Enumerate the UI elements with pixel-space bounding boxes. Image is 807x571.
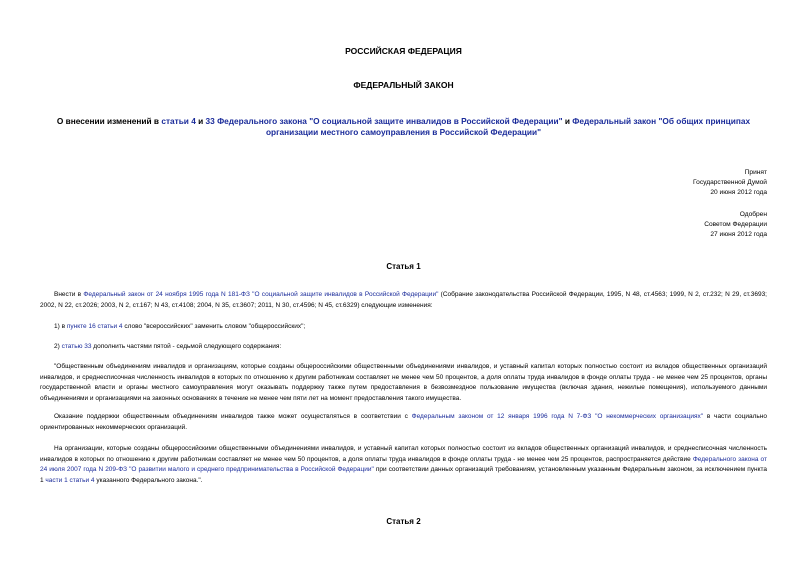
paragraph-text: Оказание поддержки общественным объединениям инвалидов также может осуществляться в соответствии с bbox=[54, 413, 412, 420]
link-part-1-article-4[interactable]: части 1 статьи 4 bbox=[45, 476, 95, 484]
approved-by: Советом Федерации bbox=[704, 221, 767, 228]
paragraph-text: Внести в bbox=[54, 291, 84, 298]
federation-heading: РОССИЙСКАЯ ФЕДЕРАЦИЯ bbox=[345, 46, 462, 56]
paragraph-text: при соответствии данных организаций требованиям, установленным указанным Федеральным законом, за исключением bbox=[373, 466, 748, 473]
title-text: и bbox=[195, 116, 206, 126]
paragraph-text: (Собрание законодательства Российской Федерации, 1995, N 48, ст.4563; 1999, N 2, ст.232; N 29, ст.3693; 2002, N 22, ст.2026; 2003, N 2, ст.167; N 43, ст.4108; 2004, N 35, ст.3607; 2011, N 30, ст.4596; N 45, ст.6329) следующие изменения: bbox=[40, 291, 767, 309]
article-1-heading: Статья 1 bbox=[386, 262, 421, 271]
paragraph-text: 2) bbox=[54, 343, 62, 350]
article-1-support-paragraph bbox=[40, 412, 767, 433]
accepted-by: Государственной Думой bbox=[693, 179, 767, 186]
accepted-block bbox=[693, 168, 767, 198]
title-link-article4[interactable]: статьи 4 bbox=[161, 116, 196, 126]
accepted-date: 20 июня 2012 года bbox=[710, 189, 767, 196]
title-text: и bbox=[562, 116, 573, 126]
accepted-label: Принят bbox=[744, 169, 767, 176]
article-1-paragraph bbox=[40, 290, 767, 311]
title-link-local-government-law[interactable]: Федеральный закон "Об общих принципах организации местного самоуправления в Российской Федерации" bbox=[265, 116, 751, 137]
link-clause-16-article-4[interactable]: пункте 16 статьи 4 bbox=[66, 323, 123, 330]
link-law-181[interactable]: Федеральный закон от 24 ноября 1995 года N 181-ФЗ "О социальной защите инвалидов в Российской Федерации" bbox=[83, 291, 439, 298]
law-title bbox=[40, 116, 767, 137]
article-2-heading: Статья 2 bbox=[386, 517, 421, 526]
link-article-33[interactable]: статью 33 bbox=[61, 343, 92, 350]
article-1-item-1 bbox=[40, 322, 767, 333]
approved-block bbox=[704, 210, 767, 240]
title-link-disability-law[interactable]: Федерального закона "О социальной защите инвалидов в Российской Федерации" bbox=[217, 116, 563, 126]
law-type-heading: ФЕДЕРАЛЬНЫЙ ЗАКОН bbox=[353, 80, 454, 90]
title-link-article33[interactable]: 33 bbox=[205, 116, 215, 126]
link-law-209[interactable]: Федерального закона от 24 июля 2007 года N 209-ФЗ "О развитии малого и среднего предпринимательства в Российской Федерации" bbox=[40, 455, 768, 473]
approved-label: Одобрен bbox=[739, 211, 767, 218]
link-law-7[interactable]: Федеральным законом от 12 января 1996 года N 7-ФЗ "О некоммерческих организациях" bbox=[411, 413, 704, 420]
paragraph-text: слово "всероссийских" заменить словом "общероссийских"; bbox=[122, 323, 306, 330]
article-1-sme-paragraph bbox=[40, 444, 767, 486]
title-text: О внесении изменений в bbox=[56, 116, 162, 126]
paragraph-text: 1) в bbox=[54, 323, 67, 330]
article-1-item-2 bbox=[40, 342, 767, 353]
paragraph-text: дополнить частями пятой - седьмой следующего содержания: bbox=[91, 343, 282, 350]
paragraph-text: в части социально ориентированных некоммерческих организаций. bbox=[40, 413, 767, 431]
paragraph-text: пункта 1 bbox=[40, 466, 767, 484]
paragraph-text: указанного Федерального закона.". bbox=[94, 476, 203, 484]
approved-date: 27 июня 2012 года bbox=[710, 231, 767, 238]
paragraph-text: На организации, которые созданы общероссийскими общественными объединениями инвалидов, и уставный капитал которых полностью состоит из вкладов общественных организаций инвалидов, и среднесписочная численность инвалидов в которых по отношению к другим работникам составляет не менее чем 50 процентов, а доля оплаты труда инвалидов в фонде оплаты труда - не менее чем 25 процентов, распространяется действие bbox=[40, 445, 767, 463]
article-1-quote-paragraph: "Общественным объединениям инвалидов и организациям, которые созданы общероссийскими общественными объединениями инвалидов, и уставный капитал которых полностью состоит из вкладов общественных организаций инвалидов, и среднесписочная численность инвалидов в которых по отношению к другим работникам составляет не менее чем 50 процентов, а доля оплаты труда инвалидов в фонде оплаты труда - не менее чем 25 процентов, органы государственной власти и органы местного самоуправления могут оказывать поддержку также путем предоставления в безвозмездное пользование имущества (включая здания, нежилые помещения), используемого данными объединениями и организациями на законных основаниях в течение не менее чем пяти лет на момент предоставления такого имущества. bbox=[40, 363, 767, 402]
